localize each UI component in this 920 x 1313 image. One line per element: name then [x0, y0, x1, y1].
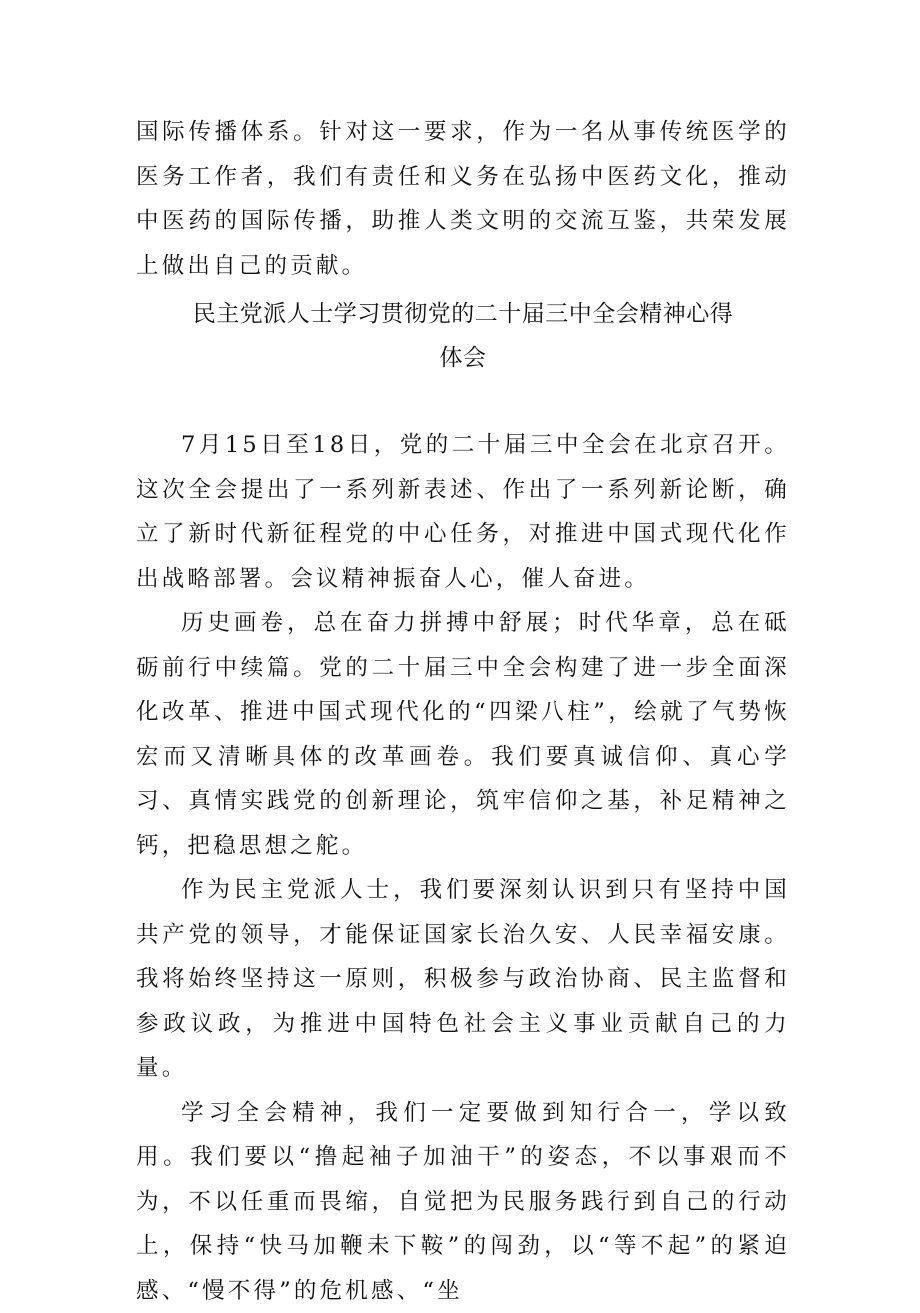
article-body: [136, 423, 790, 1313]
body-paragraph: 7月15日至18日，党的二十届三中全会在北京召开。这次全会提出了一系列新表述、作出了一系列新论断，确立了新时代新征程党的中心任务，对推进中国式现代化作出战略部署。会议精神振奋人心，催人奋进。: [136, 423, 790, 601]
continued-paragraph: 国际传播体系。针对这一要求，作为一名从事传统医学的医务工作者，我们有责任和义务在弘扬中医药文化，推动中医药的国际传播，助推人类文明的交流互鉴，共荣发展上做出自己的贡献。: [136, 110, 790, 288]
body-paragraph: 作为民主党派人士，我们要深刻认识到只有坚持中国共产党的领导，才能保证国家长治久安、人民幸福安康。我将始终坚持这一原则，积极参与政治协商、民主监督和参政议政，为推进中国特色社会主义事业贡献自己的力量。: [136, 868, 790, 1091]
body-paragraph: 历史画卷，总在奋力拼搏中舒展；时代华章，总在砥砺前行中续篇。党的二十届三中全会构建了进一步全面深化改革、推进中国式现代化的“四梁八柱”，绘就了气势恢宏而又清晰具体的改革画卷。我们要真诚信仰、真心学习、真情实践党的创新理论，筑牢信仰之基，补足精神之钙，把稳思想之舵。: [136, 601, 790, 868]
article-title: [136, 292, 790, 380]
title-line-2: 体会: [136, 336, 790, 380]
title-line-1: 民主党派人士学习贯彻党的二十届三中全会精神心得: [136, 292, 790, 336]
body-paragraph: 学习全会精神，我们一定要做到知行合一，学以致用。我们要以“撸起袖子加油干”的姿态，不以事艰而不为，不以任重而畏缩，自觉把为民服务践行到自己的行动上，保持“快马加鞭未下鞍”的闯劲，以“等不起”的紧迫感、“慢不得”的危机感、“坐: [136, 1091, 790, 1313]
